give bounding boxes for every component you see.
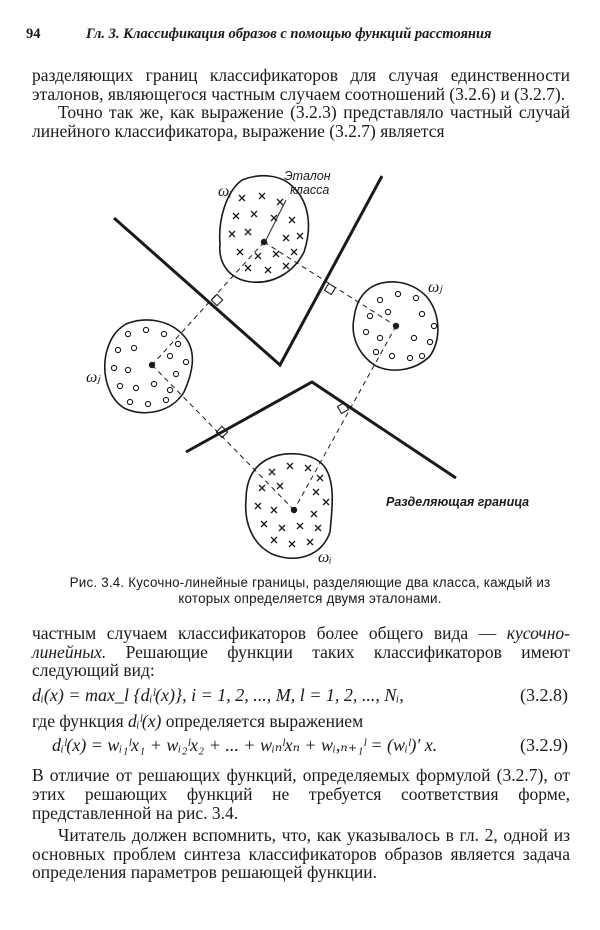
cross-marker — [271, 507, 277, 513]
circle-marker — [377, 297, 382, 302]
cluster-omega-j-left — [105, 320, 193, 413]
circle-marker — [161, 331, 166, 336]
circle-marker — [363, 329, 368, 334]
cross-marker — [265, 267, 271, 273]
circle-marker — [133, 385, 138, 390]
label-omega-i-top: ωᵢ — [218, 183, 232, 200]
cross-marker — [251, 211, 257, 217]
label-omega-j-left: ωⱼ — [86, 369, 101, 386]
label-omega-j-right: ωⱼ — [428, 279, 443, 296]
circle-marker — [145, 401, 150, 406]
formula-3-2-9 — [32, 730, 570, 766]
circle-marker — [131, 345, 136, 350]
cross-marker — [287, 463, 293, 469]
cross-marker — [283, 235, 289, 241]
running-title: Гл. 3. Классификация образов с помощью функций расстояния — [86, 26, 492, 42]
caption-line-1: Рис. 3.4. Кусочно-линейные границы, разделяющие два класса, каждый из — [69, 575, 551, 590]
cross-marker — [261, 521, 267, 527]
cluster-omega-i-bottom-marks — [255, 463, 329, 547]
paragraph-4-a: где функция — [32, 710, 129, 731]
circle-marker — [431, 323, 436, 328]
top-text — [32, 66, 570, 140]
cross-marker — [277, 483, 283, 489]
circle-marker — [167, 353, 172, 358]
circle-marker — [413, 295, 418, 300]
circle-marker — [151, 381, 156, 386]
figure-3-4 — [30, 160, 570, 580]
paragraph-2: Точно так же, как выражение (3.2.3) представляло частный случай линейного классификатора, выражение (3.2.7) является — [32, 102, 570, 141]
cross-marker — [237, 249, 243, 255]
cross-marker — [283, 263, 289, 269]
circle-marker — [117, 383, 122, 388]
circle-marker — [183, 359, 188, 364]
cross-marker — [279, 525, 285, 531]
circle-marker — [411, 335, 416, 340]
caption-line-2: которых определяется двумя эталонами. — [178, 591, 442, 606]
paragraph-4 — [32, 712, 570, 731]
prototype-pointer — [266, 200, 286, 240]
cross-marker — [313, 489, 319, 495]
circle-marker — [419, 311, 424, 316]
paragraph-3 — [32, 624, 570, 680]
cross-marker — [315, 525, 321, 531]
running-header — [26, 26, 574, 46]
figure-caption — [60, 575, 560, 607]
circle-marker — [373, 349, 378, 354]
circle-marker — [125, 331, 130, 336]
cross-marker — [311, 511, 317, 517]
cross-marker — [259, 193, 265, 199]
cross-marker — [323, 499, 329, 505]
lower-text — [32, 624, 570, 882]
cluster-omega-j-right-marks — [363, 291, 436, 360]
circle-marker — [385, 309, 390, 314]
circle-marker — [427, 339, 432, 344]
right-angle-markers — [211, 283, 348, 437]
label-omega-i-bottom: ωᵢ — [318, 549, 332, 566]
cross-marker — [233, 213, 239, 219]
cross-marker — [317, 475, 323, 481]
formula-3-2-8 — [32, 680, 570, 712]
label-boundary: Разделяющая граница — [386, 495, 530, 509]
cross-marker — [297, 523, 303, 529]
cross-marker — [255, 253, 261, 259]
cluster-omega-j-left-marks — [111, 327, 188, 406]
label-prototype-line2: класса — [290, 183, 330, 197]
cross-marker — [259, 485, 265, 491]
label-prototype-line1: Эталон — [284, 169, 331, 183]
cross-marker — [273, 251, 279, 257]
cross-marker — [277, 199, 283, 205]
circle-marker — [395, 291, 400, 296]
connector-top-left — [152, 242, 264, 365]
cross-marker — [307, 539, 313, 545]
paragraph-3-a: частным случаем классификаторов более общего вида — — [32, 623, 507, 643]
paragraph-1: разделяющих границ классификаторов для случая единственности эталонов, являющегося частным случаем соотношений (3.2.6) и (3.2.7). — [32, 65, 570, 104]
circle-marker — [367, 313, 372, 318]
cross-marker — [291, 249, 297, 255]
circle-marker — [175, 341, 180, 346]
formula-3-2-9-body: dᵢˡ(x) = wᵢ₁ˡx₁ + wᵢ₂ˡx₂ + ... + wᵢₙˡxₙ + wᵢ,ₙ₊₁ˡ = (wᵢˡ)′ x. — [52, 735, 438, 756]
circle-marker — [163, 397, 168, 402]
cross-marker — [297, 233, 303, 239]
cross-marker — [269, 469, 275, 475]
cross-marker — [229, 231, 235, 237]
circle-marker — [407, 355, 412, 360]
circle-marker — [173, 371, 178, 376]
cross-marker — [271, 537, 277, 543]
boundary-upper — [114, 176, 382, 365]
paragraph-4-symbol: dᵢˡ(x) — [128, 710, 162, 731]
circle-marker — [111, 365, 116, 370]
page-number: 94 — [26, 26, 41, 42]
cross-marker — [289, 217, 295, 223]
formula-3-2-8-number: (3.2.8) — [520, 684, 568, 705]
circle-marker — [377, 335, 382, 340]
circle-marker — [127, 399, 132, 404]
circle-marker — [115, 347, 120, 352]
paragraph-3-em: кусочно-линейных. — [32, 623, 570, 662]
circle-marker — [125, 367, 130, 372]
cross-marker — [245, 265, 251, 271]
circle-marker — [389, 353, 394, 358]
paragraph-5: В отличие от решающих функций, определяемых формулой (3.2.7), от этих решающих функций не требуется соответствия форме, представленной на рис. 3.4. — [32, 765, 570, 823]
paragraph-4-b: определяется выражением — [161, 710, 364, 731]
cross-marker — [245, 229, 251, 235]
circle-marker — [167, 387, 172, 392]
connector-left-bottom — [152, 365, 294, 510]
cross-marker — [305, 465, 311, 471]
paragraph-6: Читатель должен вспомнить, что, как указывалось в гл. 2, одной из основных проблем синтеза классификаторов образов является задача определения параметров решающей функции. — [32, 825, 570, 883]
paragraph-3-b: Решающие функции таких классификаторов имеют следующий вид: — [32, 641, 570, 681]
circle-marker — [419, 353, 424, 358]
circle-marker — [143, 327, 148, 332]
formula-3-2-9-number: (3.2.9) — [520, 735, 568, 756]
cross-marker — [255, 503, 261, 509]
connector-right-bottom — [294, 326, 396, 510]
cross-marker — [239, 195, 245, 201]
cross-marker — [289, 541, 295, 547]
formula-3-2-8-body: dᵢ(x) = max_l {dᵢˡ(x)}, i = 1, 2, ..., M, l = 1, 2, ..., Nᵢ, — [32, 684, 404, 705]
cluster-omega-i-top-marks — [229, 193, 303, 273]
